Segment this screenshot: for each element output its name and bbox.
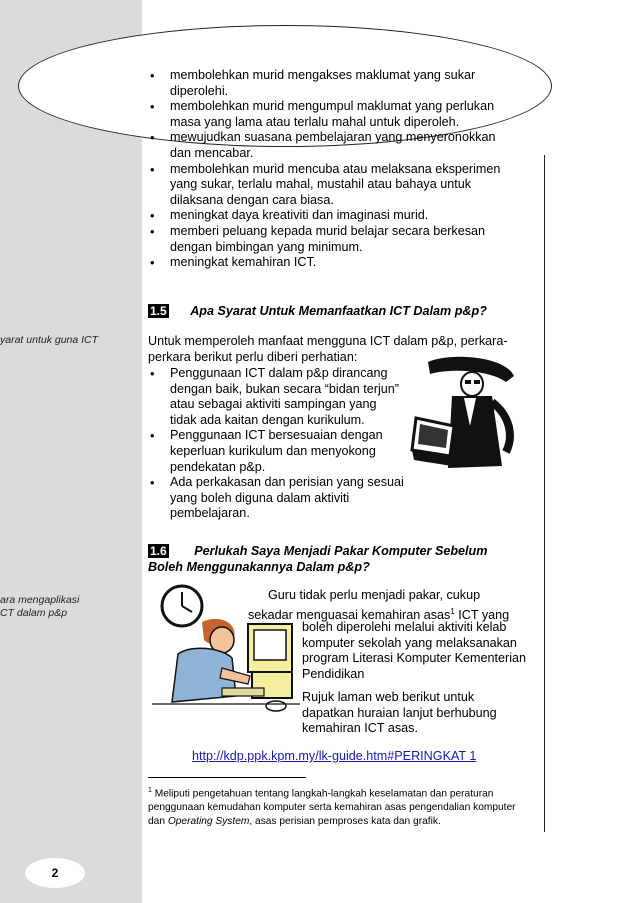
section-1-6-heading xyxy=(148,544,538,575)
section-title-line2: Boleh Menggunakannya Dalam p&p? xyxy=(148,559,370,574)
para1-line1: Guru tidak perlu menjadi pakar, cukup xyxy=(268,588,481,602)
section-title-line1: Perlukah Saya Menjadi Pakar Komputer Sebelum xyxy=(194,544,488,558)
footnote-divider xyxy=(148,777,306,778)
list-item: • membolehkan murid mengumpul maklumat yang perlukan masa yang lama atau terlalu mahal untuk diperoleh. xyxy=(148,99,518,130)
page-number: 2 xyxy=(25,858,85,888)
footnote-marker: 1 xyxy=(148,787,152,794)
list-item: • meningkat kemahiran ICT. xyxy=(148,255,518,271)
list-item: • membolehkan murid mencuba atau melaksana eksperimen yang sukar, terlalu mahal, mustahil atau bahaya untuk dilaksana dengan cara biasa. xyxy=(148,162,518,209)
list-item: • membolehkan murid mengakses maklumat yang sukar diperolehi. xyxy=(148,68,518,99)
right-margin-rule xyxy=(544,155,545,832)
scientist-computer-clipart xyxy=(410,356,520,484)
section-1-5-heading xyxy=(148,304,538,320)
margin-note-mengaplikasi xyxy=(0,594,79,620)
footnote-text-a: Meliputi pengetahuan tentang langkah-langkah keselamatan dan peraturan penggunaan kemudahan komputer serta kemahiran asas pengendalian komputer dan xyxy=(148,788,516,827)
reference-link-block xyxy=(192,749,522,765)
section-title: Apa Syarat Untuk Memanfaatkan ICT Dalam p&p? xyxy=(190,304,487,318)
benefits-list-block xyxy=(148,68,518,271)
list-item: • Penggunaan ICT dalam p&p dirancang dengan baik, bukan secara “bidan terjun” atau sebagai aktiviti sampingan yang tidak ada kaitan dengan kurikulum. xyxy=(148,366,404,428)
para1-text: sekadar menguasai kemahiran asas xyxy=(248,607,451,622)
footnote-italic: Operating System xyxy=(167,815,250,827)
list-item: • memberi peluang kepada murid belajar secara berkesan dengan bimbingan yang minimum. xyxy=(148,224,518,255)
section-1-6-para1-body: boleh diperolehi melalui aktiviti kelab komputer sekolah yang melaksanakan program Literasi Komputer Kementerian Pendidikan xyxy=(302,620,526,681)
footnote-text-b: , asas perisian pemproses kata dan grafik. xyxy=(249,815,441,827)
footnote-text xyxy=(148,784,528,829)
section-1-6-para1-head xyxy=(148,588,534,623)
section-1-5-intro: Untuk memperoleh manfaat mengguna ICT dalam p&p, perkara-perkara berikut perlu diberi perhatian: xyxy=(148,334,508,364)
reference-link[interactable]: http://kdp.ppk.kpm.my/lk-guide.htm#PERINGKAT 1 xyxy=(192,749,477,763)
list-item: • mewujudkan suasana pembelajaran yang menyeronokkan dan mencabar. xyxy=(148,130,518,161)
footnote-block xyxy=(148,777,528,829)
list-item: • meningkat daya kreativiti dan imaginasi murid. xyxy=(148,208,518,224)
list-item: • Penggunaan ICT bersesuaian dengan keperluan kurikulum dan menyokong pendekatan p&p. xyxy=(148,428,404,475)
footnote-ref: 1 xyxy=(450,606,455,616)
margin-note-line: ara mengaplikasi xyxy=(0,594,80,606)
margin-note-syarat: yarat untuk guna ICT xyxy=(0,334,99,346)
list-item: • Ada perkakasan dan perisian yang sesuai yang boleh diguna dalam aktiviti pembelajaran. xyxy=(148,475,404,522)
section-number: 1.5 xyxy=(150,304,167,318)
section-number: 1.6 xyxy=(150,544,167,558)
left-margin-band xyxy=(0,0,142,903)
conditions-list xyxy=(148,366,404,522)
para1-text: ICT yang xyxy=(454,607,510,622)
margin-note-line: CT dalam p&p xyxy=(0,607,68,619)
benefits-list xyxy=(148,68,518,271)
section-1-6-para2: Rujuk laman web berikut untuk dapatkan huraian lanjut berhubung kemahiran ICT asas. xyxy=(302,690,497,736)
section-1-5-list-block xyxy=(148,366,404,522)
